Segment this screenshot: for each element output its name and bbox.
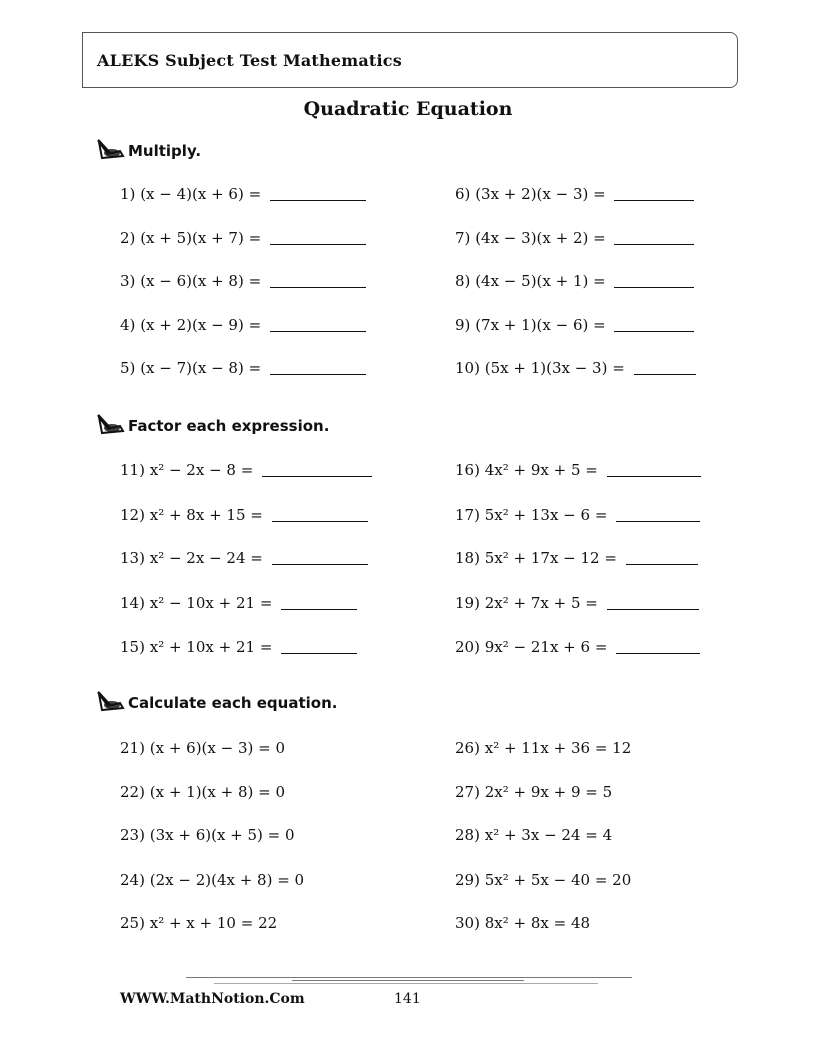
problem-18: [455, 549, 698, 567]
problem-13: [120, 549, 368, 567]
problem-number: 25): [120, 914, 145, 932]
problem-20: [455, 638, 700, 656]
answer-blank: [614, 330, 694, 332]
problem-number: 5): [120, 359, 136, 377]
problem-number: 18): [455, 549, 480, 567]
problem-26: [455, 739, 631, 757]
answer-blank: [614, 199, 694, 201]
problem-number: 11): [120, 461, 145, 479]
problem-16: [455, 461, 701, 479]
problem-23: [120, 826, 295, 844]
problem-12: [120, 506, 368, 524]
header-box: [82, 32, 738, 88]
problem-expression: (x + 6)(x − 3) = 0: [149, 739, 286, 757]
answer-blank: [614, 286, 694, 288]
answer-blank: [616, 520, 700, 522]
problem-number: 12): [120, 506, 145, 524]
problem-expression: 5x² + 13x − 6 =: [484, 506, 608, 524]
problem-number: 22): [120, 783, 145, 801]
problem-7: [455, 229, 694, 247]
problem-number: 9): [455, 316, 471, 334]
problem-expression: x² − 2x − 8 =: [149, 461, 254, 479]
answer-blank: [270, 243, 366, 245]
problem-number: 23): [120, 826, 145, 844]
problem-number: 24): [120, 871, 145, 889]
problem-expression: (3x + 2)(x − 3) =: [475, 185, 606, 203]
problem-expression: 5x² + 17x − 12 =: [484, 549, 617, 567]
problem-25: [120, 914, 277, 932]
answer-blank: [616, 652, 700, 654]
problem-expression: (3x + 6)(x + 5) = 0: [149, 826, 295, 844]
problem-number: 3): [120, 272, 136, 290]
problem-number: 30): [455, 914, 480, 932]
problem-expression: (x − 4)(x + 6) =: [140, 185, 262, 203]
problem-number: 14): [120, 594, 145, 612]
problem-number: 21): [120, 739, 145, 757]
problem-2: [120, 229, 366, 247]
problem-3: [120, 272, 366, 290]
problem-27: [455, 783, 612, 801]
answer-blank: [626, 563, 698, 565]
problem-expression: 5x² + 5x − 40 = 20: [484, 871, 632, 889]
problem-24: [120, 871, 304, 889]
pencil-icon: [96, 690, 126, 712]
problem-number: 1): [120, 185, 136, 203]
answer-blank: [281, 652, 357, 654]
answer-blank: [270, 199, 366, 201]
problem-expression: x² + 8x + 15 =: [149, 506, 263, 524]
problem-22: [120, 783, 285, 801]
problem-5: [120, 359, 366, 377]
problem-19: [455, 594, 699, 612]
problem-expression: 2x² + 9x + 9 = 5: [484, 783, 613, 801]
problem-number: 17): [455, 506, 480, 524]
answer-blank: [262, 475, 372, 477]
problem-number: 19): [455, 594, 480, 612]
problem-number: 7): [455, 229, 471, 247]
answer-blank: [270, 330, 366, 332]
pencil-icon: [96, 138, 126, 160]
problem-expression: (5x + 1)(3x − 3) =: [484, 359, 625, 377]
section-heading-calculate: [96, 690, 337, 712]
problem-expression: (2x − 2)(4x + 8) = 0: [149, 871, 305, 889]
problem-number: 4): [120, 316, 136, 334]
answer-blank: [281, 608, 357, 610]
problem-number: 29): [455, 871, 480, 889]
problem-expression: (7x + 1)(x − 6) =: [475, 316, 606, 334]
section-heading-label: Factor each expression.: [128, 417, 330, 435]
problem-21: [120, 739, 285, 757]
problem-number: 16): [455, 461, 480, 479]
problem-number: 28): [455, 826, 480, 844]
problem-expression: (x + 1)(x + 8) = 0: [149, 783, 286, 801]
problem-number: 20): [455, 638, 480, 656]
problem-expression: 8x² + 8x = 48: [484, 914, 591, 932]
problem-expression: x² − 10x + 21 =: [149, 594, 273, 612]
problem-expression: (x − 6)(x + 8) =: [140, 272, 262, 290]
problem-29: [455, 871, 631, 889]
problem-number: 6): [455, 185, 471, 203]
problem-17: [455, 506, 700, 524]
footer-site-link[interactable]: WWW.MathNotion.Com: [120, 991, 305, 1007]
section-heading-multiply: [96, 138, 201, 160]
problem-expression: (x + 2)(x − 9) =: [140, 316, 262, 334]
problem-expression: (4x − 5)(x + 1) =: [475, 272, 606, 290]
problem-28: [455, 826, 612, 844]
page-title: Quadratic Equation: [303, 98, 513, 120]
problem-number: 10): [455, 359, 480, 377]
pencil-icon: [96, 413, 126, 435]
problem-number: 27): [455, 783, 480, 801]
problem-14: [120, 594, 357, 612]
footer-rule: [292, 980, 524, 981]
answer-blank: [272, 563, 368, 565]
answer-blank: [634, 373, 696, 375]
problem-1: [120, 185, 366, 203]
problem-expression: x² + x + 10 = 22: [149, 914, 278, 932]
answer-blank: [607, 475, 701, 477]
problem-expression: (x − 7)(x − 8) =: [140, 359, 262, 377]
problem-expression: x² + 11x + 36 = 12: [484, 739, 632, 757]
answer-blank: [614, 243, 694, 245]
footer-page-number: 141: [394, 991, 421, 1007]
problem-8: [455, 272, 694, 290]
header-title: ALEKS Subject Test Mathematics: [97, 51, 402, 70]
problem-expression: x² + 10x + 21 =: [149, 638, 273, 656]
problem-6: [455, 185, 694, 203]
problem-expression: (4x − 3)(x + 2) =: [475, 229, 606, 247]
problem-expression: 9x² − 21x + 6 =: [484, 638, 608, 656]
problem-expression: x² + 3x − 24 = 4: [484, 826, 613, 844]
problem-expression: x² − 2x − 24 =: [149, 549, 263, 567]
problem-15: [120, 638, 357, 656]
answer-blank: [270, 286, 366, 288]
problem-9: [455, 316, 694, 334]
problem-number: 15): [120, 638, 145, 656]
section-heading-label: Calculate each equation.: [128, 694, 338, 712]
problem-number: 8): [455, 272, 471, 290]
problem-number: 2): [120, 229, 136, 247]
problem-11: [120, 461, 372, 479]
problem-4: [120, 316, 366, 334]
problem-10: [455, 359, 696, 377]
footer-rule: [214, 983, 598, 984]
problem-number: 26): [455, 739, 480, 757]
answer-blank: [272, 520, 368, 522]
section-heading-label: Multiply.: [128, 142, 202, 160]
section-heading-factor: [96, 413, 329, 435]
footer-rule: [186, 977, 632, 978]
answer-blank: [607, 608, 699, 610]
problem-expression: 2x² + 7x + 5 =: [484, 594, 598, 612]
problem-expression: 4x² + 9x + 5 =: [484, 461, 598, 479]
problem-30: [455, 914, 590, 932]
problem-number: 13): [120, 549, 145, 567]
problem-expression: (x + 5)(x + 7) =: [140, 229, 262, 247]
answer-blank: [270, 373, 366, 375]
